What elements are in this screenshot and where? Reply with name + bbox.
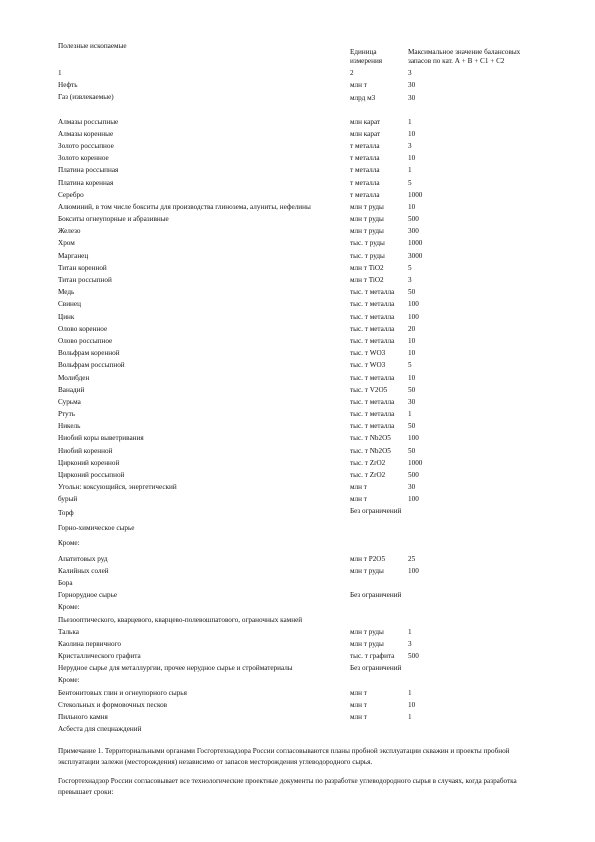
mineral-name: Бора: [58, 578, 73, 587]
mineral-unit: тыс. т металла: [350, 300, 395, 309]
mineral-max-value: [408, 588, 528, 600]
mineral-name: Олово россыпное: [58, 336, 113, 345]
mineral-unit: Без ограничений: [350, 591, 402, 600]
table-row: [58, 212, 528, 224]
table-row: [58, 710, 528, 722]
mineral-unit: млн т: [350, 495, 367, 504]
mineral-max-value: 5: [408, 361, 412, 370]
header-name: Полезные ископаемые: [58, 41, 127, 50]
mineral-name: Калийных солей: [58, 566, 109, 575]
table-row: [58, 456, 528, 468]
mineral-unit: [350, 722, 408, 734]
mineral-name: Бокситы огнеупорные и абразивные: [58, 215, 169, 224]
table-row: [58, 358, 528, 370]
mineral-name: Железо: [58, 227, 81, 236]
mineral-max-value: 30: [408, 81, 416, 90]
mineral-unit: тыс. т руды: [350, 239, 385, 248]
table-row: [58, 395, 528, 407]
table-row: [58, 612, 528, 624]
mineral-name: Ртуть: [58, 410, 76, 419]
mineral-max-value: 30: [408, 94, 416, 103]
mineral-unit: т металла: [350, 190, 380, 199]
mineral-name: Газ (извлекаемые): [58, 93, 114, 102]
mineral-max-value: 1: [408, 117, 412, 126]
mineral-unit: Без ограничений: [350, 507, 402, 516]
mineral-unit: тыс. т металла: [350, 422, 395, 431]
mineral-max-value: 10: [408, 373, 416, 382]
mineral-name: Золото россыпное: [58, 141, 114, 150]
mineral-name: Сурьма: [58, 397, 81, 406]
table-row: [58, 151, 528, 163]
mineral-unit: млн т руды: [350, 227, 384, 236]
table-row: [58, 564, 528, 576]
notes: [58, 746, 548, 798]
mineral-unit: т металла: [350, 166, 380, 175]
table-row: [58, 334, 528, 346]
mineral-name: Золото коренное: [58, 154, 109, 163]
mineral-name: Свинец: [58, 300, 81, 309]
mineral-name: Алмазы россыпные: [58, 117, 119, 126]
mineral-max-value: 3: [408, 639, 412, 648]
mineral-unit: тыс. т ZrO2: [350, 471, 386, 479]
mineral-max-value: 3000: [408, 251, 423, 260]
mineral-max-value: 1000: [408, 190, 423, 199]
mineral-name: Угольн: коксующийся, энергетический: [58, 483, 177, 492]
mineral-unit: тыс. т металла: [350, 324, 395, 333]
table-row: [58, 322, 528, 334]
table-row: [58, 309, 528, 321]
mineral-max-value: 500: [408, 215, 419, 224]
table-row: [58, 407, 528, 419]
mineral-unit: млн т P2O5: [350, 554, 386, 563]
mineral-name: Кристаллического графита: [58, 652, 141, 661]
mineral-unit: тыс. т металла: [350, 336, 395, 345]
mineral-max-value: 5: [408, 178, 412, 187]
mineral-unit: тыс. т металла: [350, 410, 395, 419]
mineral-name: Титан россыпной: [58, 276, 112, 284]
mineral-max-value: 50: [408, 446, 416, 455]
mineral-name: Ниобий коренной: [58, 446, 113, 455]
table-row: [58, 297, 528, 309]
mineral-unit: тыс. т Nb2O5: [350, 434, 391, 443]
table-row: [58, 661, 528, 673]
mineral-unit: тыс. т металла: [350, 373, 395, 382]
mineral-unit: тыс. т металла: [350, 397, 395, 406]
mineral-name: Ванадий: [58, 385, 85, 394]
mineral-name: Вольфрам россыпной: [58, 361, 125, 370]
mineral-max-value: 1: [408, 627, 412, 636]
table-row: [58, 698, 528, 710]
mineral-name: Платина коренная: [58, 178, 114, 187]
mineral-unit: млн т TiO2: [350, 263, 384, 272]
mineral-unit: млн т: [350, 483, 367, 492]
mineral-max-value: 30: [408, 483, 416, 492]
mineral-name: бурый: [58, 495, 78, 504]
column-number-row: [58, 66, 528, 78]
mineral-max-value: 100: [408, 312, 419, 321]
mineral-name: Стекольных и формовочных песков: [58, 700, 168, 709]
mineral-max-value: 500: [408, 471, 419, 479]
mineral-name: Молибден: [58, 373, 90, 382]
table-row: [58, 600, 528, 612]
mineral-unit: млн т руды: [350, 639, 384, 648]
mineral-unit: т металла: [350, 154, 380, 163]
table-row: [58, 588, 528, 600]
mineral-unit: тыс. т Nb2O5: [350, 446, 391, 455]
table-row: [58, 78, 528, 90]
mineral-unit: тыс. т V2O5: [350, 385, 388, 394]
table-row: [58, 383, 528, 395]
mineral-name: Торф Горно-химическое сырье Кроме:: [58, 509, 135, 548]
note-1: Примечание 1. Территориальными органами Госгортехнадзора России согласовываются планы пробной эксплуатации скважин и проекты пробной эксплуатации залежи (месторождения) независимо от запасов месторождения углеводородного сырья.: [58, 747, 510, 766]
mineral-unit: Без ограничений: [350, 664, 402, 673]
mineral-name: Платина россыпная: [58, 166, 119, 175]
mineral-unit: млн карат: [350, 117, 381, 126]
mineral-unit: млн карат: [350, 129, 381, 138]
mineral-unit: млрд м3: [350, 94, 376, 103]
table-row: [58, 370, 528, 382]
mineral-unit: тыс. т руды: [350, 251, 385, 260]
table-row: [58, 175, 528, 187]
table-row: [58, 224, 528, 236]
mineral-max-value: [408, 722, 528, 734]
mineral-max-value: [408, 673, 528, 685]
mineral-max-value: [408, 576, 528, 588]
mineral-name: Вольфрам коренной: [58, 349, 120, 358]
mineral-max-value: 300: [408, 227, 419, 236]
mineral-max-value: 10: [408, 129, 416, 138]
table-row: [58, 285, 528, 297]
mineral-max-value: 1: [408, 166, 412, 175]
mineral-max-value: 50: [408, 422, 416, 431]
mineral-max-value: 10: [408, 349, 416, 358]
mineral-max-value: [408, 600, 528, 612]
mineral-name: Титан коренной: [58, 263, 107, 272]
table-row: [58, 443, 528, 455]
table-row: [58, 273, 528, 285]
table-row: [58, 685, 528, 697]
table-row: [58, 248, 528, 260]
mineral-max-value: [408, 661, 528, 673]
mineral-max-value: 100: [408, 566, 419, 575]
mineral-name: Алмазы коренные: [58, 129, 114, 138]
mineral-name: Нефть: [58, 81, 78, 90]
table-row: [58, 188, 528, 200]
mineral-max-value: 1: [408, 713, 412, 721]
mineral-max-value: 10: [408, 700, 416, 709]
mineral-name: Цирконий коренной: [58, 458, 120, 467]
table-row: [58, 722, 528, 734]
mineral-max-value: 1000: [408, 458, 423, 467]
mineral-name: Каолина первичного: [58, 639, 121, 648]
mineral-name: Горнорудное сырье: [58, 591, 118, 600]
table-row: [58, 492, 528, 504]
mineral-name: Нерудное сырье для металлургии, прочее нерудное сырье и стройматериалы: [58, 664, 293, 673]
mineral-max-value: [408, 612, 528, 624]
table-row: [58, 261, 528, 273]
mineral-unit: тыс. т ZrO2: [350, 458, 386, 467]
header-unit: Единица измерения: [350, 48, 383, 65]
table-row: [58, 419, 528, 431]
table-row: [58, 114, 528, 126]
mineral-unit: млн т руды: [350, 566, 384, 575]
table-row: [58, 551, 528, 563]
mineral-name: Медь: [58, 288, 75, 297]
mineral-unit: т металла: [350, 141, 380, 150]
mineral-name: Серебро: [58, 190, 84, 199]
mineral-name: Марганец: [58, 251, 89, 260]
table-row: [58, 200, 528, 212]
mineral-max-value: 3: [408, 276, 412, 284]
mineral-name: Бентонитовых глин и огнеупорного сырья: [58, 688, 187, 697]
mineral-name: Цирконий россыпной: [58, 471, 125, 479]
mineral-unit: млн т: [350, 81, 367, 90]
mineral-unit: тыс. т металла: [350, 312, 395, 321]
mineral-unit: млн т: [350, 713, 367, 721]
table-row: [58, 468, 528, 480]
mineral-name: Цинк: [58, 312, 75, 321]
mineral-max-value: 1000: [408, 239, 423, 248]
table-row: [58, 637, 528, 649]
mineral-name: Алюминий, в том числе бокситы для производства глинозема, алуниты, нефелины: [58, 202, 311, 211]
mineral-name: Олово коренное: [58, 324, 108, 333]
table-header-row: [58, 20, 528, 66]
colnum-3: 3: [408, 69, 412, 78]
colnum-2: 2: [350, 69, 354, 78]
table-row: [58, 576, 528, 588]
mineral-max-value: 50: [408, 288, 416, 297]
mineral-unit: тыс. т WO3: [350, 349, 386, 358]
mineral-max-value: 25: [408, 554, 416, 563]
mineral-unit: [350, 673, 408, 685]
mineral-max-value: 100: [408, 495, 419, 504]
mineral-name: Пьезооптического, кварцевого, кварцево-полевошпатового, ограночных камней: [58, 615, 303, 624]
mineral-max-value: 20: [408, 324, 416, 333]
mineral-name: Кроме:: [58, 676, 80, 685]
mineral-name: Асбеста для спецнаждений: [58, 725, 142, 734]
table-row: [58, 480, 528, 492]
mineral-unit: тыс. т металла: [350, 288, 395, 297]
mineral-unit: тыс. т WO3: [350, 361, 386, 370]
table-row: [58, 163, 528, 175]
mineral-name: Кроме:: [58, 603, 80, 612]
table-row: [58, 649, 528, 661]
mineral-unit: [350, 600, 408, 612]
table-row: [58, 431, 528, 443]
table-row: [58, 90, 528, 114]
table-row: [58, 346, 528, 358]
mineral-max-value: 30: [408, 397, 416, 406]
mineral-max-value: 50: [408, 385, 416, 394]
header-max: Максимальное значение балансовых запасов по кат. А + В + С1 + С2: [408, 48, 521, 65]
note-2: Госгортехнадзор России согласовывает все технологические проектные документы по разработке углеводородного сырья в случаях, когда разработка превышает сроки:: [58, 777, 517, 796]
mineral-unit: млн т TiO2: [350, 276, 384, 284]
mineral-unit: [350, 612, 408, 624]
mineral-max-value: [408, 504, 528, 551]
colnum-1: 1: [58, 69, 62, 78]
table-row: [58, 625, 528, 637]
table-row: [58, 139, 528, 151]
mineral-max-value: 5: [408, 263, 412, 272]
mineral-max-value: 1: [408, 688, 412, 697]
mineral-max-value: 500: [408, 652, 419, 661]
mineral-unit: тыс. т графита: [350, 652, 395, 661]
mineral-max-value: 100: [408, 300, 419, 309]
mineral-name: Ниобий коры выветривания: [58, 434, 144, 443]
mineral-unit: млн т руды: [350, 627, 384, 636]
table-row: [58, 673, 528, 685]
mineral-name: Апатитовых руд: [58, 554, 108, 563]
mineral-max-value: 10: [408, 336, 416, 345]
mineral-max-value: 10: [408, 154, 416, 163]
mineral-name: Пильного камня: [58, 713, 108, 721]
minerals-table: [58, 20, 528, 734]
mineral-max-value: 100: [408, 434, 419, 443]
table-row: [58, 236, 528, 248]
mineral-max-value: 3: [408, 141, 412, 150]
mineral-max-value: 1: [408, 410, 412, 419]
mineral-unit: млн т: [350, 700, 367, 709]
mineral-unit: [350, 576, 408, 588]
mineral-max-value: 10: [408, 202, 416, 211]
mineral-name: Хром: [58, 239, 75, 248]
mineral-unit: млн т: [350, 688, 367, 697]
mineral-unit: млн т руды: [350, 215, 384, 224]
mineral-unit: т металла: [350, 178, 380, 187]
mineral-unit: млн т руды: [350, 202, 384, 211]
mineral-name: Никель: [58, 422, 81, 431]
mineral-name: Талька: [58, 627, 79, 636]
table-row: [58, 504, 528, 551]
table-row: [58, 127, 528, 139]
